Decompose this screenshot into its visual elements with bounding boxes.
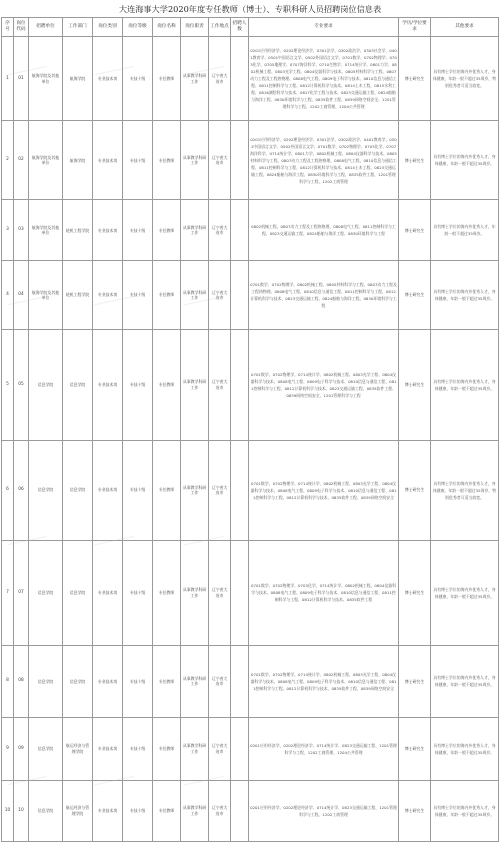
cell-dept: 信息学院 (63, 540, 93, 645)
cell-duty: 从事教学科研工作 (181, 121, 209, 200)
cell-no: 1 (2, 37, 14, 121)
cell-code: 03 (14, 200, 29, 261)
cell-name: 专任教师 (153, 540, 181, 645)
cell-dept: 轮机工程学院 (63, 200, 93, 261)
header-cell: 招聘单位 (29, 18, 63, 37)
cell-dept: 信息学院 (63, 440, 93, 540)
cell-place: 辽宁省大连市 (209, 121, 231, 200)
cell-name: 专任教师 (153, 121, 181, 200)
cell-remark: 具有博士学位的海内外优秀人才，身体健康，年龄一般不超过35周岁。 (431, 540, 499, 645)
cell-code: 06 (14, 440, 29, 540)
cell-degree: 博士研究生 (399, 440, 431, 540)
cell-name: 专任教师 (153, 261, 181, 329)
cell-name: 专任教师 (153, 645, 181, 717)
cell-category: 专业技术岗 (93, 200, 123, 261)
cell-count (231, 780, 249, 841)
cell-remark: 具有博士学位的海内外优秀人才，身体健康，年龄一般不超过35周岁。 (431, 780, 499, 841)
cell-place: 辽宁省大连市 (209, 37, 231, 121)
cell-category: 专业技术岗 (93, 440, 123, 540)
header-cell: 岗位等级 (123, 18, 153, 37)
document-title: 大连海事大学2020年度专任教师（博士）、专职科研人员招聘岗位信息表 (118, 4, 382, 14)
cell-dept: 信息学院 (63, 645, 93, 717)
cell-code: 09 (14, 717, 29, 780)
cell-degree: 博士研究生 (399, 717, 431, 780)
cell-degree: 博士研究生 (399, 261, 431, 329)
table-row (2, 440, 499, 540)
table-row (2, 645, 499, 717)
cell-dept: 航海学院 (63, 121, 93, 200)
cell-place: 辽宁省大连市 (209, 780, 231, 841)
cell-level: 专技十级 (123, 717, 153, 780)
cell-remark: 具有博士学位的海内外优秀人才，身体健康，年龄一般不超过35周岁。 (431, 261, 499, 329)
cell-dept: 航运经济与管理学院 (63, 780, 93, 841)
cell-duty: 从事教学科研工作 (181, 717, 209, 780)
cell-count (231, 329, 249, 440)
cell-remark: 具有博士学位的海内外优秀人才，身体健康，年龄一般不超过35周岁。 (431, 121, 499, 200)
header-cell: 学历/学位要求 (399, 18, 431, 37)
cell-place: 辽宁省大连市 (209, 540, 231, 645)
table-row (2, 540, 499, 645)
table-row (2, 329, 499, 440)
cell-unit: 航海学院及其他单位 (29, 121, 63, 200)
cell-place: 辽宁省大连市 (209, 261, 231, 329)
cell-place: 辽宁省大连市 (209, 329, 231, 440)
cell-code: 02 (14, 121, 29, 200)
table-row (2, 780, 499, 841)
cell-code: 04 (14, 261, 29, 329)
cell-major: 0701数学、0702物理学、0802机械工程、0805材料科学与工程、0807动力工程及工程热物理、0808电气工程、0810信息与通信工程、0811控制科学与工程、0812计算机科学与技术、0823交通运输工程、0824船舶与海洋工程、0830环境科学与工程 (249, 261, 399, 329)
cell-level: 专技十级 (123, 440, 153, 540)
cell-major: 0701数学、0702物理学、0703化学、0714统计学、0802机械工程、0804仪器科学与技术、0808电气工程、0809电子科学与技术、0810信息与通信工程、0811控制科学与工程、0812计算机科学与技术、0835软件工程 (249, 540, 399, 645)
cell-unit: 航海学院及其他单位 (29, 261, 63, 329)
table-row (2, 261, 499, 329)
cell-count (231, 37, 249, 121)
header-cell: 岗位代码 (14, 18, 29, 37)
table-row (2, 121, 499, 200)
cell-remark: 具有博士学位的海内外优秀人才，身体健康，年龄一般不超过35周岁。 (431, 717, 499, 780)
cell-duty: 从事教学科研工作 (181, 780, 209, 841)
cell-name: 专任教师 (153, 780, 181, 841)
cell-unit: 航海学院及其他单位 (29, 200, 63, 261)
cell-place: 辽宁省大连市 (209, 440, 231, 540)
cell-category: 专业技术岗 (93, 717, 123, 780)
table-row (2, 200, 499, 261)
cell-count (231, 261, 249, 329)
cell-place: 辽宁省大连市 (209, 645, 231, 717)
cell-degree: 博士研究生 (399, 37, 431, 121)
cell-major: 0201应用经济学、0202理论经济学、0714统计学、0823交通运输工程、1201管理科学与工程、1202工商管理 (249, 780, 399, 841)
cell-duty: 从事教学科研工作 (181, 440, 209, 540)
cell-major: 0201应用经济学、0202理论经济学、0714统计学、0823交通运输工程、1201管理科学与工程、1202工商管理、1204公共管理 (249, 717, 399, 780)
cell-level: 专技十级 (123, 329, 153, 440)
cell-level: 专技十级 (123, 540, 153, 645)
cell-count (231, 440, 249, 540)
cell-degree: 博士研究生 (399, 200, 431, 261)
cell-remark: 具有博士学位的海内外优秀人才，年龄一般不超过35周岁。 (431, 200, 499, 261)
cell-count (231, 200, 249, 261)
cell-code: 01 (14, 37, 29, 121)
header-cell: 工作地点 (209, 18, 231, 37)
header-cell: 岗位职责 (181, 18, 209, 37)
cell-code: 05 (14, 329, 29, 440)
cell-place: 辽宁省大连市 (209, 200, 231, 261)
cell-duty: 从事教学科研工作 (181, 200, 209, 261)
cell-dept: 轮机工程学院 (63, 261, 93, 329)
cell-category: 专业技术岗 (93, 121, 123, 200)
header-cell: 岗位名称 (153, 18, 181, 37)
cell-category: 专业技术岗 (93, 780, 123, 841)
cell-count (231, 645, 249, 717)
cell-degree: 博士研究生 (399, 780, 431, 841)
cell-unit: 航海学院及其他单位 (29, 37, 63, 121)
cell-major: 0701数学、0702物理学、0714统计学、0802机械工程、0803光学工程、0804仪器科学与技术、0808电气工程、0809电子科学与技术、0810信息与通信工程、0811控制科学与工程、0812计算机科学与技术、0835软件工程、0839网络空间安全 (249, 645, 399, 717)
cell-unit: 信息学院 (29, 440, 63, 540)
cell-unit: 信息学院 (29, 540, 63, 645)
cell-count (231, 540, 249, 645)
cell-no: 5 (2, 329, 14, 440)
cell-category: 专业技术岗 (93, 37, 123, 121)
cell-duty: 从事教学科研工作 (181, 645, 209, 717)
header-cell: 其他要求 (431, 18, 499, 37)
cell-major: 0201应用经济学、0202理论经济学、0301法学、0302政治学、0303社会学、0401教育学、0501中国语言文学、0502外国语言文学、0701数学、0702物理学、0703化学、0705地理学、0707海洋科学、0710生物学、0714统计学、0801力学、0802机械工程、0803光学工程、0804仪器科学与技术、0805材料科学与工程、0807动力工程及工程热物理、0808电气工程、0809电子科学与技术、0810信息与通信工程、0811控制科学与工程、0812计算机科学与技术、0814土木工程、0815水利工程、0816测绘科学与技术、0817化学工程与技术、0823交通运输工程、0824船舶与海洋工程、0830环境科学与工程、0835软件工程、0839网络空间安全、1201管理科学与工程、1202工商管理、1204公共管理 (249, 37, 399, 121)
cell-major: 0802机械工程、0807动力工程及工程热物理、0808电气工程、0811控制科学与工程、0823交通运输工程、0824船舶与海洋工程、0830环境科学与工程 (249, 200, 399, 261)
cell-major: 0701数学、0702物理学、0714统计学、0802机械工程、0803光学工程、0804仪器科学与技术、0808电气工程、0809电子科学与技术、0810信息与通信工程、0811控制科学与工程、0812计算机科学与技术、0835软件工程、0839网络空间安全 (249, 440, 399, 540)
cell-duty: 从事教学科研工作 (181, 329, 209, 440)
cell-name: 专任教师 (153, 200, 181, 261)
header-cell: 岗位类别 (93, 18, 123, 37)
cell-category: 专业技术岗 (93, 645, 123, 717)
cell-place: 辽宁省大连市 (209, 717, 231, 780)
cell-level: 专技十级 (123, 37, 153, 121)
cell-no: 7 (2, 540, 14, 645)
header-cell: 专业要求 (249, 18, 399, 37)
cell-level: 专技十级 (123, 780, 153, 841)
cell-level: 专技十级 (123, 121, 153, 200)
cell-no: 6 (2, 440, 14, 540)
cell-degree: 博士研究生 (399, 121, 431, 200)
table-row (2, 717, 499, 780)
cell-code: 10 (14, 780, 29, 841)
cell-major: 0201应用经济学、0202理论经济学、0301法学、0302政治学、0401教育学、0501中国语言文学、0502外国语言文学、0701数学、0702物理学、0703化学、0707海洋科学、0714统计学、0801力学、0802机械工程、0804仪器科学与技术、0805材料科学与工程、0807动力工程及工程热物理、0808电气工程、0810信息与通信工程、0811控制科学与工程、0812计算机科学与技术、0814土木工程、0823交通运输工程、0824船舶与海洋工程、0830环境科学与工程、0835软件工程、1201管理科学与工程、1202工商管理 (249, 121, 399, 200)
cell-no: 4 (2, 261, 14, 329)
cell-dept: 航运经济与管理学院 (63, 717, 93, 780)
cell-level: 专技十级 (123, 261, 153, 329)
header-cell: 工作部门 (63, 18, 93, 37)
cell-no: 10 (2, 780, 14, 841)
cell-remark: 具有博士学位的海内外优秀人才，身体健康，年龄一般不超过35周岁，特别优秀者可适当放宽。 (431, 440, 499, 540)
cell-no: 2 (2, 121, 14, 200)
cell-degree: 博士研究生 (399, 540, 431, 645)
table-header-row (2, 18, 499, 37)
cell-count (231, 121, 249, 200)
cell-name: 专任教师 (153, 329, 181, 440)
cell-name: 专任教师 (153, 37, 181, 121)
header-cell: 序号 (2, 18, 14, 37)
cell-dept: 航海学院 (63, 37, 93, 121)
cell-category: 专业技术岗 (93, 261, 123, 329)
cell-no: 3 (2, 200, 14, 261)
cell-remark: 具有博士学位的海内外优秀人才，身体健康，年龄一般不超过35周岁，特别优秀者可适当放宽。 (431, 37, 499, 121)
cell-remark: 具有博士学位的海内外优秀人才，身体健康，年龄一般不超过35周岁。 (431, 645, 499, 717)
header-cell: 招聘人数 (231, 18, 249, 37)
cell-unit: 信息学院 (29, 780, 63, 841)
cell-level: 专技十级 (123, 200, 153, 261)
cell-no: 8 (2, 645, 14, 717)
cell-code: 08 (14, 645, 29, 717)
cell-count (231, 717, 249, 780)
table-row (2, 37, 499, 121)
cell-code: 07 (14, 540, 29, 645)
cell-category: 专业技术岗 (93, 329, 123, 440)
cell-duty: 从事教学科研工作 (181, 540, 209, 645)
cell-category: 专业技术岗 (93, 540, 123, 645)
cell-remark: 具有博士学位的海内外优秀人才，身体健康，年龄一般不超过35周岁。 (431, 329, 499, 440)
cell-unit: 信息学院 (29, 645, 63, 717)
cell-dept: 信息学院 (63, 329, 93, 440)
cell-no: 9 (2, 717, 14, 780)
cell-duty: 从事教学科研工作 (181, 37, 209, 121)
cell-unit: 信息学院 (29, 717, 63, 780)
cell-degree: 博士研究生 (399, 329, 431, 440)
cell-name: 专任教师 (153, 440, 181, 540)
cell-major: 0701数学、0702物理学、0714统计学、0802机械工程、0803光学工程、0804仪器科学与技术、0808电气工程、0809电子科学与技术、0810信息与通信工程、0811控制科学与工程、0812计算机科学与技术、0823交通运输工程、0835软件工程、0839网络空间安全、1201管理科学与工程 (249, 329, 399, 440)
table-body (2, 37, 499, 842)
cell-level: 专技十级 (123, 645, 153, 717)
cell-unit: 信息学院 (29, 329, 63, 440)
cell-duty: 从事教学科研工作 (181, 261, 209, 329)
position-table (1, 17, 499, 842)
cell-name: 专任教师 (153, 717, 181, 780)
cell-degree: 博士研究生 (399, 645, 431, 717)
